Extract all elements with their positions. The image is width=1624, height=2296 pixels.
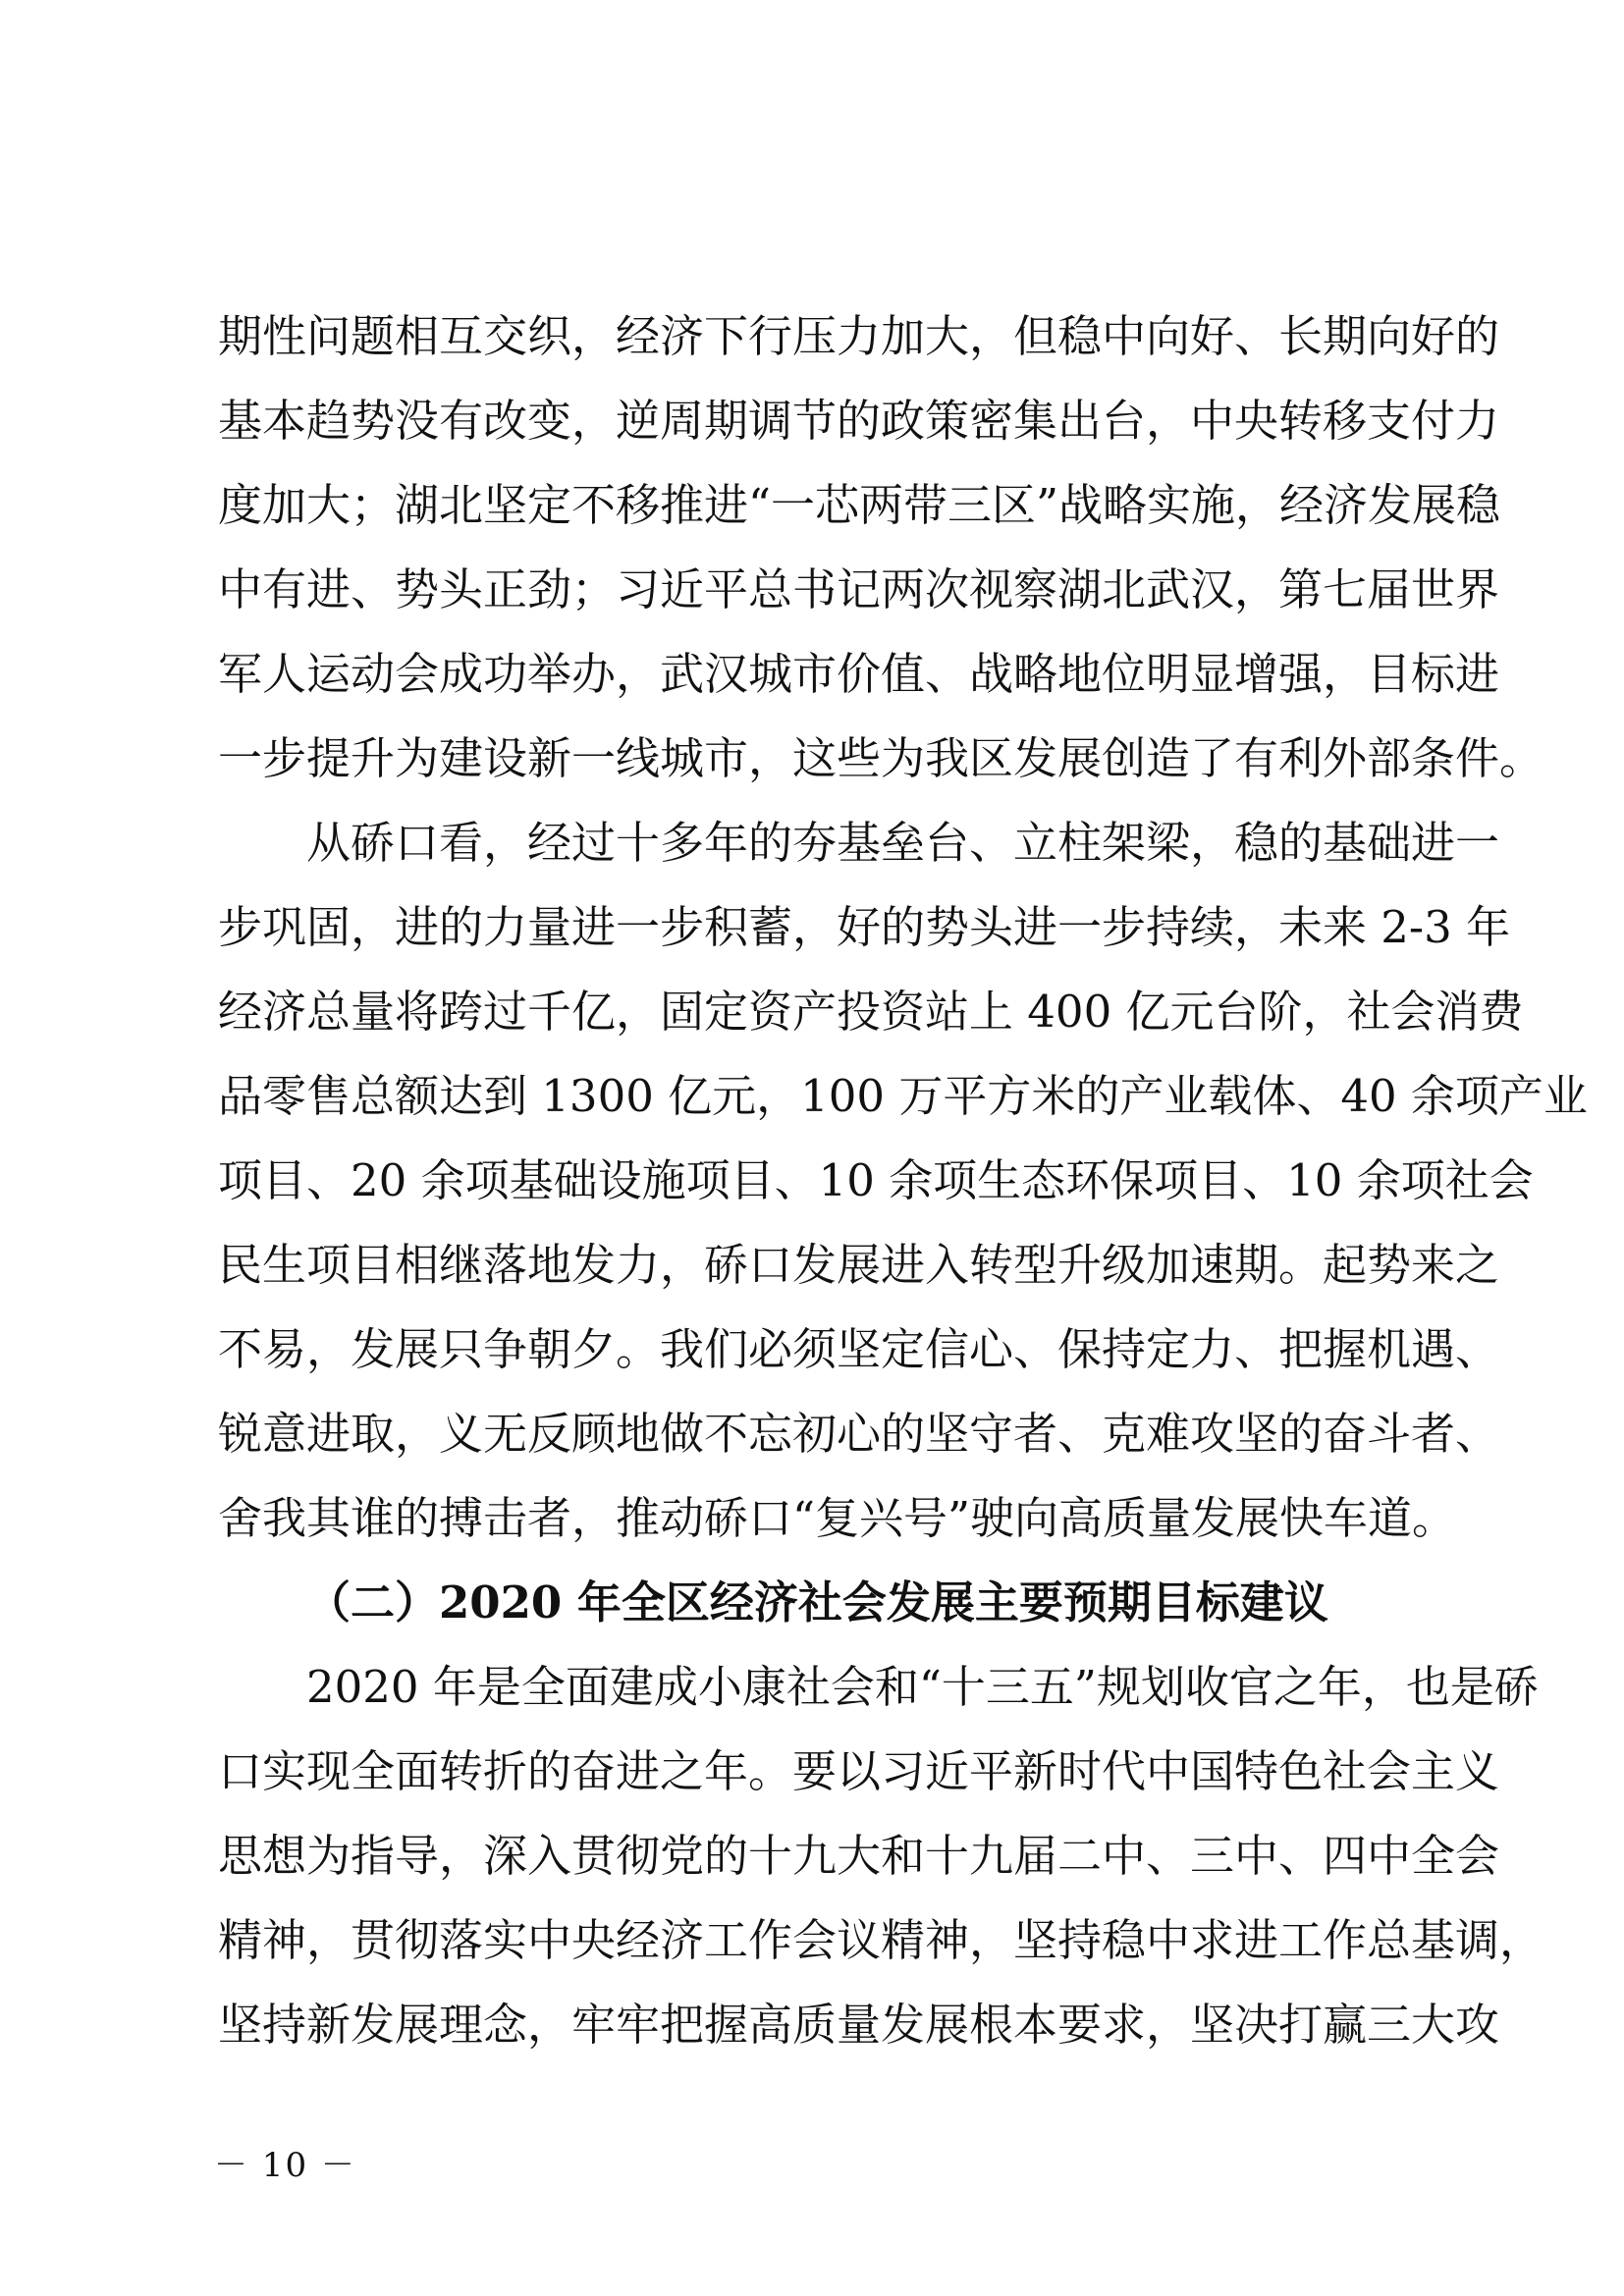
text-line: 度加大；湖北坚定不移推进“一芯两带三区”战略实施，经济发展稳 (218, 479, 1501, 531)
paragraph-first-line: 2020 年是全面建成小康社会和“十三五”规划收官之年，也是硚 (306, 1661, 1539, 1713)
text-line: 期性问题相互交织，经济下行压力加大，但稳中向好、长期向好的 (218, 310, 1500, 362)
body-text (218, 294, 1588, 2067)
text-line: 项目、20 余项基础设施项目、10 余项生态环保项目、10 余项社会 (218, 1154, 1534, 1206)
text-line: 舍我其谁的搏击者，推动硚口“复兴号”驶向高质量发展快车道。 (218, 1492, 1457, 1544)
section-heading: （二）2020 年全区经济社会发展主要预期目标建议 (306, 1576, 1328, 1629)
text-line: 步巩固，进的力量进一步积蓄，好的势头进一步持续，未来 2-3 年 (218, 901, 1511, 953)
text-line: 不易，发展只争朝夕。我们必须坚定信心、保持定力、把握机遇、 (218, 1323, 1500, 1375)
text-line: 基本趋势没有改变，逆周期调节的政策密集出台，中央转移支付力 (218, 395, 1500, 447)
text-line: 经济总量将跨过千亿，固定资产投资站上 400 亿元台阶，社会消费 (218, 986, 1524, 1038)
paragraph-first-line: 从硚口看，经过十多年的夯基垒台、立柱架梁，稳的基础进一 (306, 817, 1500, 869)
text-line: 军人运动会成功举办，武汉城市价值、战略地位明显增强，目标进 (218, 648, 1500, 700)
text-line: 品零售总额达到 1300 亿元，100 万平方米的产业载体、40 余项产业 (218, 1070, 1588, 1122)
text-line: 口实现全面转折的奋进之年。要以习近平新时代中国特色社会主义 (218, 1745, 1500, 1797)
text-line: 精神，贯彻落实中央经济工作会议精神，坚持稳中求进工作总基调， (218, 1914, 1544, 1966)
text-line: 锐意进取，义无反顾地做不忘初心的坚守者、克难攻坚的奋斗者、 (218, 1408, 1500, 1460)
text-line: 民生项目相继落地发力，硚口发展进入转型升级加速期。起势来之 (218, 1239, 1500, 1291)
page-number: － 10 － (214, 2146, 356, 2185)
text-line: 一步提升为建设新一线城市，这些为我区发展创造了有利外部条件。 (218, 732, 1544, 784)
text-line: 思想为指导，深入贯彻党的十九大和十九届二中、三中、四中全会 (218, 1830, 1500, 1882)
text-line: 坚持新发展理念，牢牢把握高质量发展根本要求，坚决打赢三大攻 (218, 1999, 1500, 2051)
text-line: 中有进、势头正劲；习近平总书记两次视察湖北武汉，第七届世界 (218, 563, 1500, 615)
